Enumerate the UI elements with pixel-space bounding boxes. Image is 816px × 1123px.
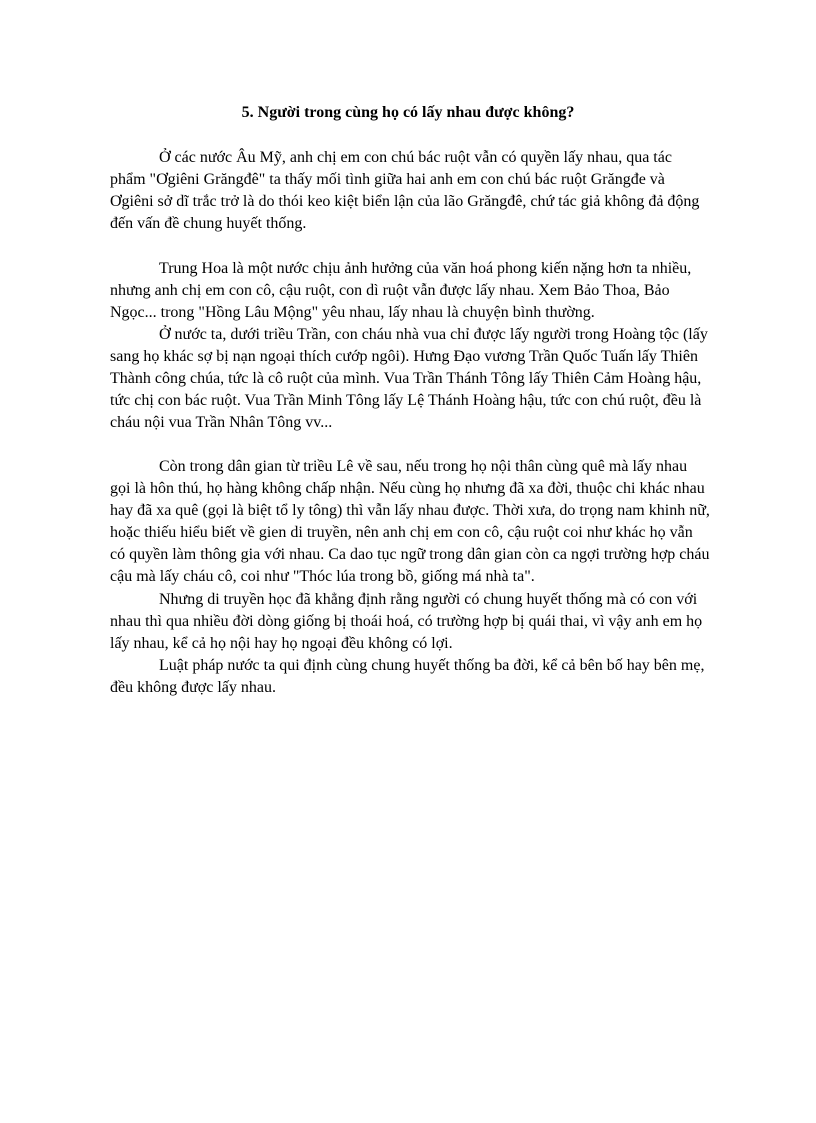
paragraph-6: Luật pháp nước ta qui định cùng chung huyết thống ba đời, kể cả bên bố hay bên mẹ, đều không được lấy nhau. bbox=[110, 657, 705, 696]
paragraph-1: Ở các nước Âu Mỹ, anh chị em con chú bác ruột vẫn có quyền lấy nhau, qua tác phẩm "Ơgiêni Grăngđê" ta thấy mối tình giữa hai anh em con chú bác ruột Grăngđe và Ơgiêni sở dĩ trắc trở là do thói keo kiệt biển lận của lão Grăngđê, chứ tác giả không đả động đến vấn đề chung huyết thống. bbox=[110, 149, 700, 232]
paragraph-5: Nhưng di truyền học đã khẳng định rằng người có chung huyết thống mà có con với nhau thì qua nhiều đời dòng giống bị thoái hoá, có trường hợp bị quái thai, vì vậy anh em họ lấy nhau, kể cả họ nội hay họ ngoại đều không có lợi. bbox=[110, 591, 703, 652]
paragraph-4: Còn trong dân gian từ triều Lê về sau, nếu trong họ nội thân cùng quê mà lấy nhau gọi là hôn thú, họ hàng không chấp nhận. Nếu cùng họ nhưng đã xa đời, thuộc chi khác nhau hay đã xa quê (gọi là biệt tổ ly tông) thì vẫn lấy nhau được. Thời xưa, do trọng nam khinh nữ, hoặc thiếu hiểu biết về gien di truyền, nên anh chị em con cô, cậu ruột coi như khác họ vẫn có quyền làm thông gia với nhau. Ca dao tục ngữ trong dân gian còn ca ngợi trường hợp cháu cậu mà lấy cháu cô, coi như "Thóc lúa trong bồ, giống má nhà ta". bbox=[110, 458, 710, 585]
paragraph-2: Trung Hoa là một nước chịu ảnh hưởng của văn hoá phong kiến nặng hơn ta nhiều, nhưng anh chị em con cô, cậu ruột, con dì ruột vẫn được lấy nhau. Xem Bảo Thoa, Bảo Ngọc... trong "Hồng Lâu Mộng" yêu nhau, lấy nhau là chuyện bình thường. bbox=[110, 260, 692, 321]
page-title: 5. Người trong cùng họ có lấy nhau được không? bbox=[241, 104, 575, 121]
paragraph-3: Ở nước ta, dưới triều Trần, con cháu nhà vua chỉ được lấy người trong Hoàng tộc (lấy sang họ khác sợ bị nạn ngoại thích cướp ngôi). Hưng Đạo vương Trần Quốc Tuấn lấy Thiên Thành công chúa, tức là cô ruột của mình. Vua Trần Thánh Tông lấy Thiên Cảm Hoàng hậu, tức chị con bác ruột. Vua Trần Minh Tông lấy Lệ Thánh Hoàng hậu, tức con chú ruột, đều là cháu nội vua Trần Nhân Tông vv... bbox=[110, 326, 708, 431]
